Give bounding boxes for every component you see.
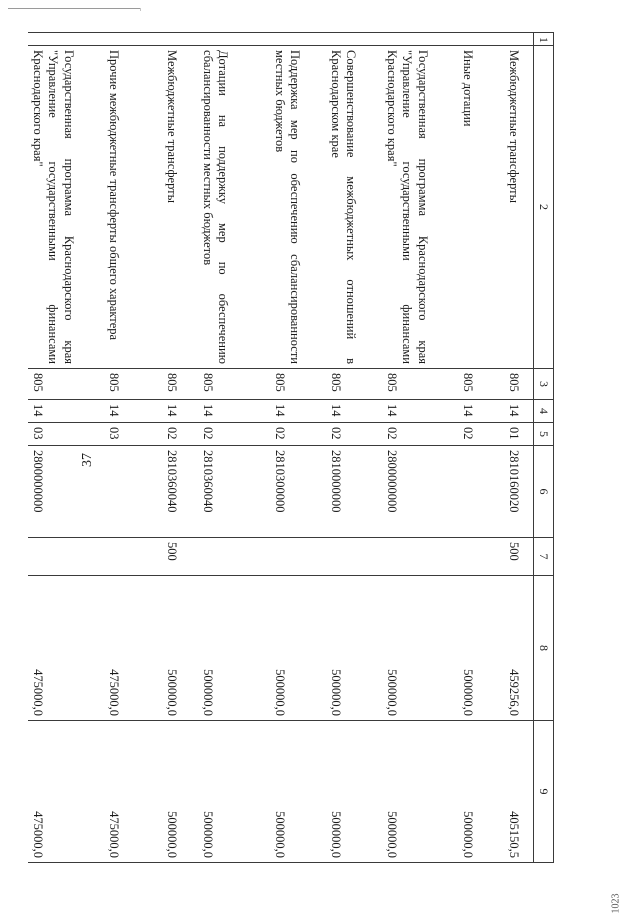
cell-col7 bbox=[382, 538, 458, 576]
cell-name: Межбюджетные трансферты bbox=[504, 46, 534, 369]
table-row bbox=[458, 33, 504, 863]
cell-col6: 2810300000 bbox=[270, 446, 326, 538]
cell-col9: 500000,0 bbox=[382, 721, 458, 863]
cell-col5: 03 bbox=[28, 423, 104, 446]
cell-col3: 805 bbox=[198, 369, 270, 400]
cell-name: Государственная программа Краснодарского края "Управление государственными финансами Краснодарского края" bbox=[28, 46, 104, 369]
footer-number: 1023 bbox=[610, 893, 622, 914]
cell-col4: 14 bbox=[382, 400, 458, 423]
table-row bbox=[504, 33, 534, 863]
cell-name: Поддержка мер по обеспечению сбалансированности местных бюджетов bbox=[270, 46, 326, 369]
cell-col1 bbox=[104, 33, 162, 46]
cell-col4: 14 bbox=[504, 400, 534, 423]
header-cell: 1 bbox=[534, 33, 554, 46]
cell-col8: 500000,0 bbox=[270, 576, 326, 721]
cell-col7 bbox=[270, 538, 326, 576]
cell-col6: 2800000000 bbox=[382, 446, 458, 538]
table-row bbox=[104, 33, 162, 863]
cell-col9: 500000,0 bbox=[326, 721, 382, 863]
cell-col6: 2810000000 bbox=[326, 446, 382, 538]
cell-col5: 02 bbox=[162, 423, 198, 446]
cell-col5: 02 bbox=[382, 423, 458, 446]
cell-col7 bbox=[28, 538, 104, 576]
budget-table bbox=[28, 32, 554, 863]
cell-col9: 500000,0 bbox=[458, 721, 504, 863]
cell-col7: 500 bbox=[162, 538, 198, 576]
cell-col1 bbox=[270, 33, 326, 46]
cell-col3: 805 bbox=[504, 369, 534, 400]
cell-col4: 14 bbox=[162, 400, 198, 423]
table-row bbox=[326, 33, 382, 863]
cell-col6: 2810360040 bbox=[162, 446, 198, 538]
cell-col4: 14 bbox=[326, 400, 382, 423]
header-cell: 5 bbox=[534, 423, 554, 446]
cell-col4: 14 bbox=[104, 400, 162, 423]
cell-name: Прочие межбюджетные трансферты общего характера bbox=[104, 46, 162, 369]
cell-col4: 14 bbox=[270, 400, 326, 423]
cell-col6 bbox=[458, 446, 504, 538]
cell-col1 bbox=[198, 33, 270, 46]
cell-col7 bbox=[104, 538, 162, 576]
cell-col8: 500000,0 bbox=[162, 576, 198, 721]
cell-name: Государственная программа Краснодарского края "Управление государственными финансами Краснодарского края" bbox=[382, 46, 458, 369]
cell-col1 bbox=[162, 33, 198, 46]
cell-col7 bbox=[198, 538, 270, 576]
cell-col5: 01 bbox=[504, 423, 534, 446]
cell-col8: 475000,0 bbox=[104, 576, 162, 721]
cell-col9: 405150,5 bbox=[504, 721, 534, 863]
cell-col6: 2810360040 bbox=[198, 446, 270, 538]
header-cell: 3 bbox=[534, 369, 554, 400]
cell-col1 bbox=[458, 33, 504, 46]
header-cell: 4 bbox=[534, 400, 554, 423]
cell-col3: 805 bbox=[28, 369, 104, 400]
cell-col9: 475000,0 bbox=[104, 721, 162, 863]
cell-col8: 459256,0 bbox=[504, 576, 534, 721]
header-cell: 8 bbox=[534, 576, 554, 721]
cell-col1 bbox=[504, 33, 534, 46]
cell-col8: 475000,0 bbox=[28, 576, 104, 721]
header-cell: 9 bbox=[534, 721, 554, 863]
cell-col7: 500 bbox=[504, 538, 534, 576]
table-row bbox=[382, 33, 458, 863]
cell-col4: 14 bbox=[28, 400, 104, 423]
cell-col6 bbox=[104, 446, 162, 538]
table-row bbox=[198, 33, 270, 863]
cell-col3: 805 bbox=[382, 369, 458, 400]
cell-col5: 02 bbox=[270, 423, 326, 446]
cell-col7 bbox=[458, 538, 504, 576]
header-cell: 6 bbox=[534, 446, 554, 538]
cell-name: Иные дотации bbox=[458, 46, 504, 369]
cell-col5: 02 bbox=[326, 423, 382, 446]
cell-col8: 500000,0 bbox=[382, 576, 458, 721]
cell-col3: 805 bbox=[270, 369, 326, 400]
cell-col3: 805 bbox=[458, 369, 504, 400]
cell-col5: 02 bbox=[198, 423, 270, 446]
page-number: 37 bbox=[80, 453, 95, 467]
cell-col9: 500000,0 bbox=[270, 721, 326, 863]
cell-name: Межбюджетные трансферты bbox=[162, 46, 198, 369]
cell-col4: 14 bbox=[458, 400, 504, 423]
table-row bbox=[28, 33, 104, 863]
cell-name: Совершенствование межбюджетных отношений в Краснодарском крае bbox=[326, 46, 382, 369]
table-row bbox=[270, 33, 326, 863]
cell-name: Дотации на поддержку мер по обеспечению сбалансированности местных бюджетов bbox=[198, 46, 270, 369]
cell-col6: 2800000000 bbox=[28, 446, 104, 538]
cell-col8: 500000,0 bbox=[198, 576, 270, 721]
header-cell: 7 bbox=[534, 538, 554, 576]
cell-col9: 475000,0 bbox=[28, 721, 104, 863]
cell-col9: 500000,0 bbox=[198, 721, 270, 863]
cell-col6: 2810160020 bbox=[504, 446, 534, 538]
cell-col4: 14 bbox=[198, 400, 270, 423]
table-header-row bbox=[534, 33, 554, 863]
cell-col8: 500000,0 bbox=[326, 576, 382, 721]
header-cell: 2 bbox=[534, 46, 554, 369]
cell-col3: 805 bbox=[326, 369, 382, 400]
cell-col1 bbox=[382, 33, 458, 46]
cell-col3: 805 bbox=[162, 369, 198, 400]
cell-col8: 500000,0 bbox=[458, 576, 504, 721]
cell-col3: 805 bbox=[104, 369, 162, 400]
cell-col1 bbox=[28, 33, 104, 46]
cell-col5: 02 bbox=[458, 423, 504, 446]
cell-col1 bbox=[326, 33, 382, 46]
cell-col9: 500000,0 bbox=[162, 721, 198, 863]
cell-col5: 03 bbox=[104, 423, 162, 446]
cell-col7 bbox=[326, 538, 382, 576]
table-row bbox=[162, 33, 198, 863]
